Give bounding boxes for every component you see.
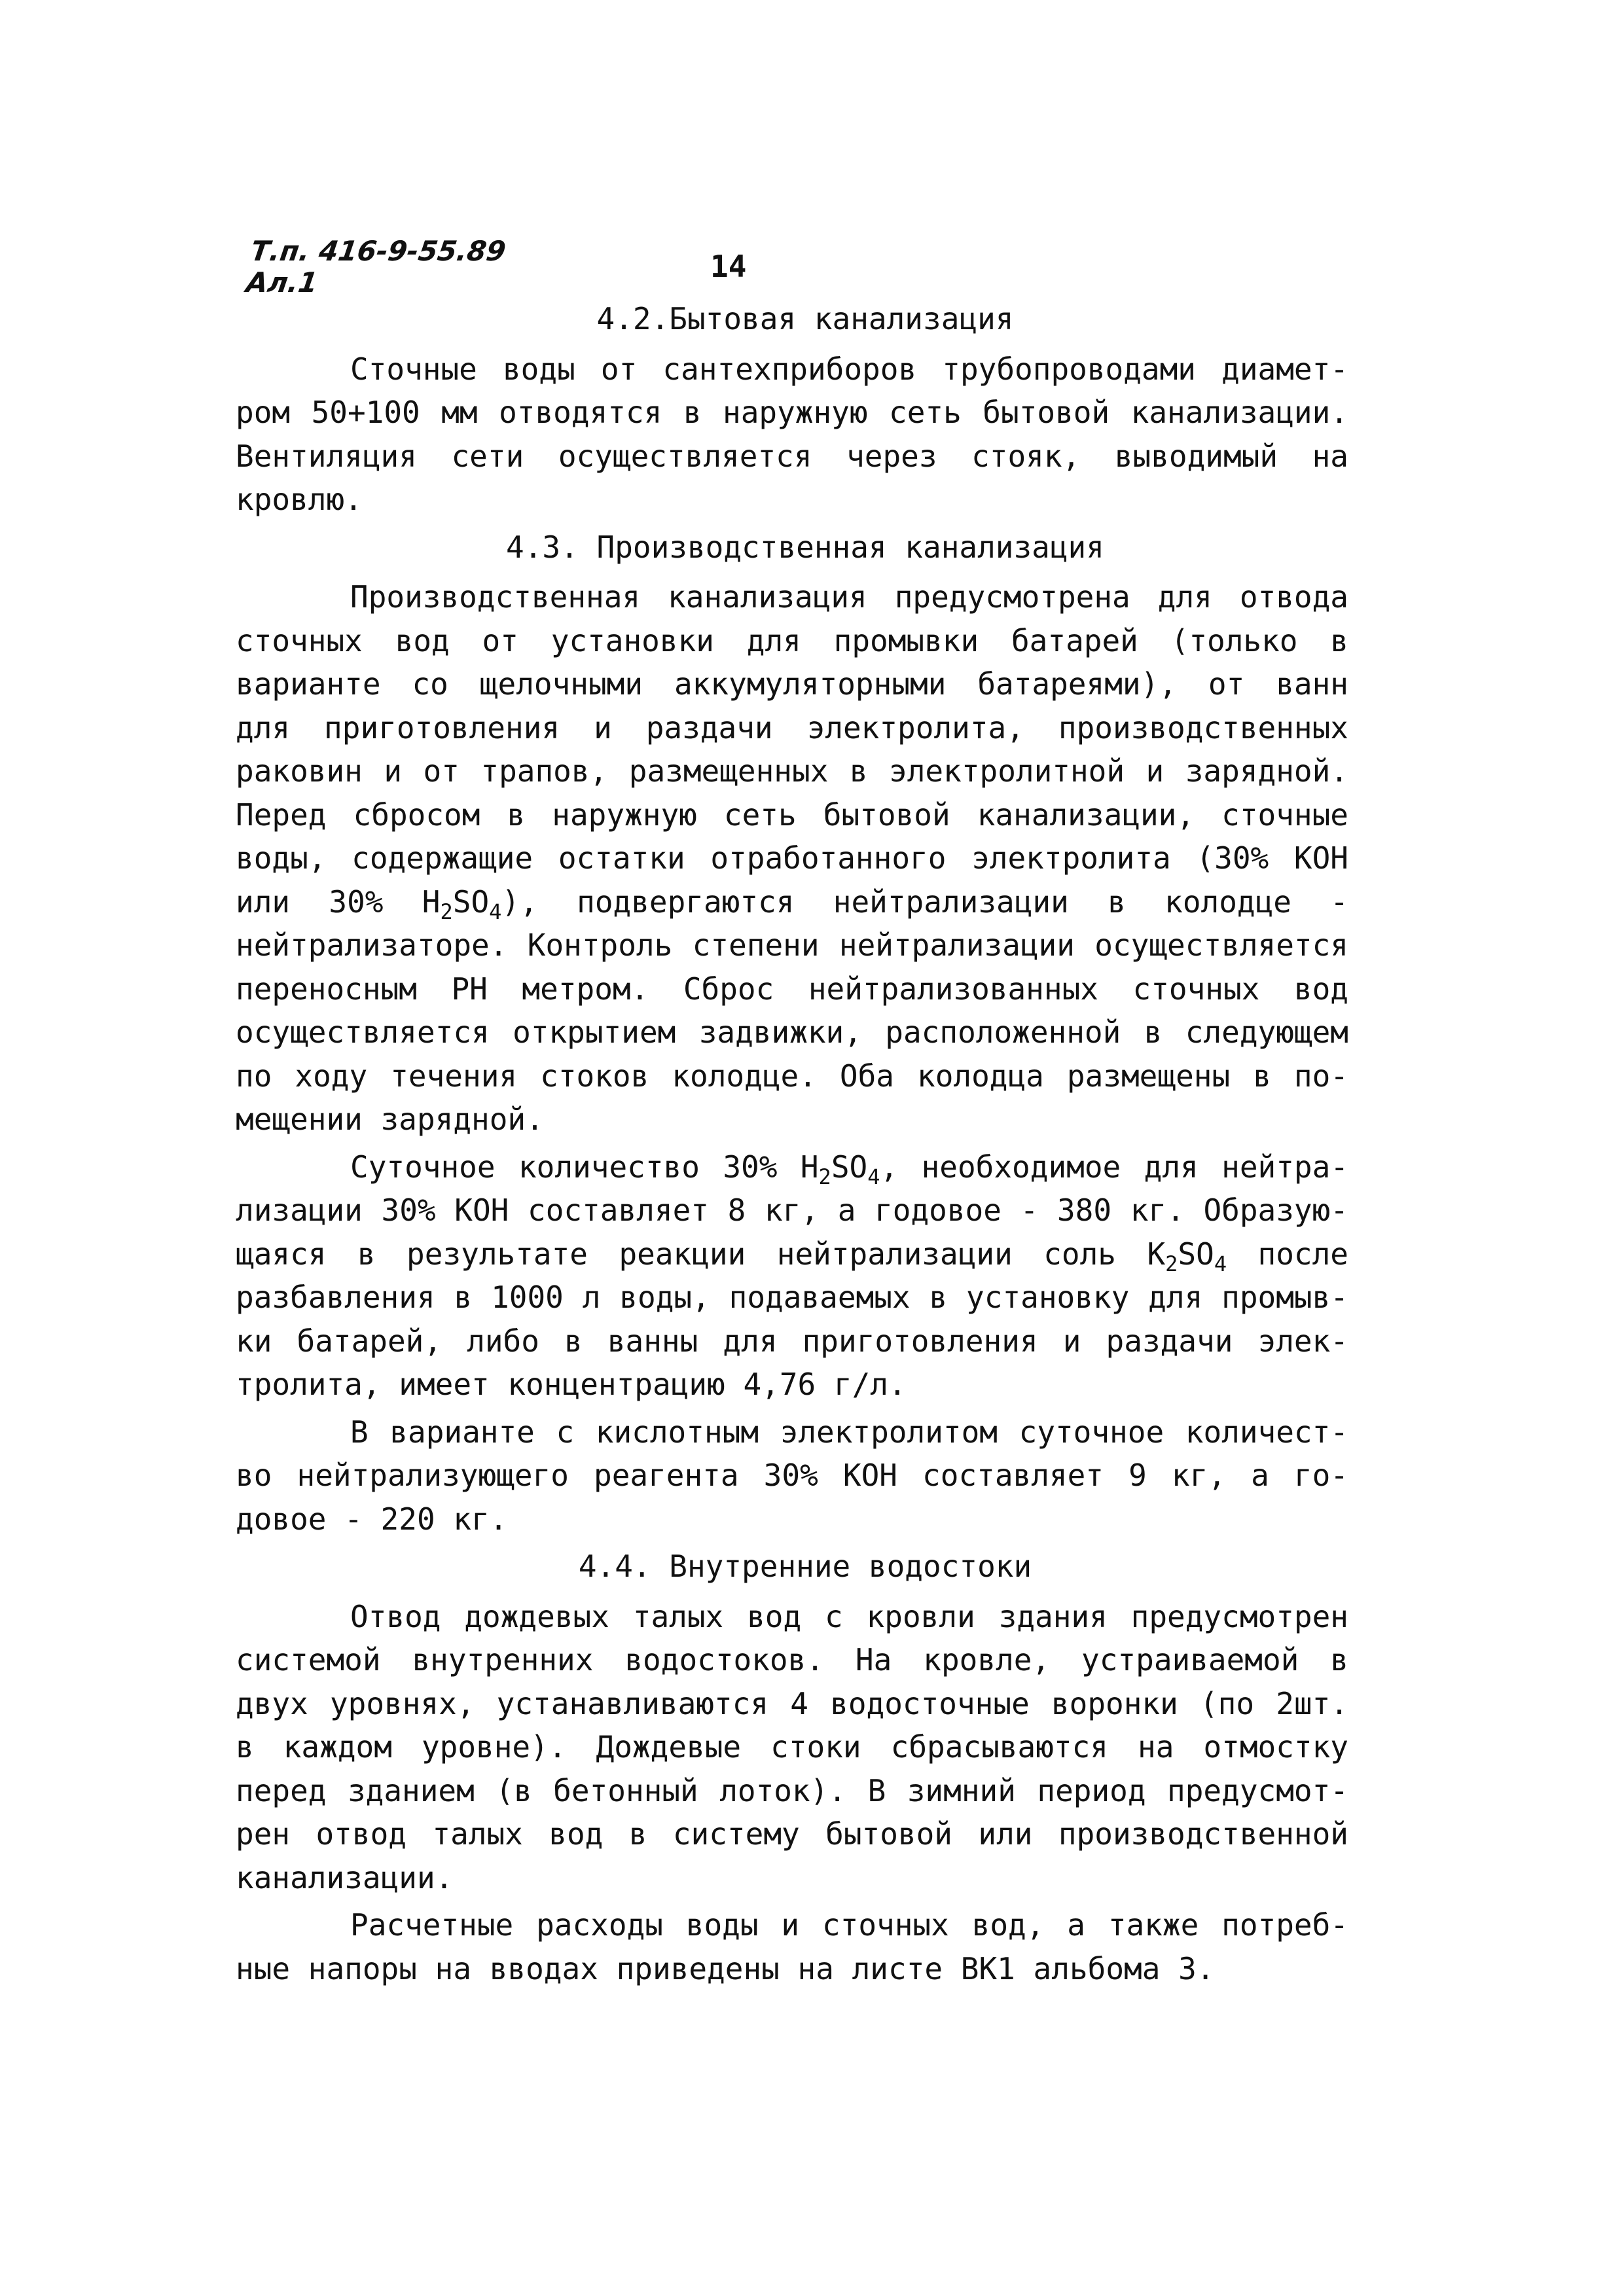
- text-line: ки батарей, либо в ванны для приготовления и раздачи элек-: [236, 1323, 1348, 1359]
- text-line: сточных вод от установки для промывки батарей (только в: [236, 622, 1348, 658]
- text-line: довое - 220 кг.: [236, 1501, 508, 1537]
- section-4-3-heading: 4.3. Производственная канализация: [506, 529, 1104, 565]
- section-4-3-paragraph-1: [236, 575, 1348, 1141]
- text-line: В варианте с кислотным электролитом суточное количест-: [350, 1414, 1348, 1450]
- text-line: Отвод дождевых талых вод с кровли здания предусмотрен: [350, 1598, 1348, 1634]
- stamp-album: Ал.1: [244, 266, 320, 298]
- text-line-formula: Суточное количество 30% $H_2SO_4$, необходимое для нейтра-: [350, 1149, 1349, 1189]
- text-line: двух уровнях, устанавливаются 4 водосточные воронки (по 2шт.: [236, 1685, 1348, 1721]
- text-line: Производственная канализация предусмотрена для отвода: [350, 579, 1348, 615]
- text-line: во нейтрализующего реагента 30% КОН составляет 9 кг, а го-: [236, 1458, 1348, 1493]
- text-line: разбавления в 1000 л воды, подаваемых в установку для промыв-: [236, 1280, 1348, 1315]
- section-4-3-paragraph-2: [236, 1145, 1348, 1407]
- section-4-4-paragraph-1: [236, 1595, 1348, 1900]
- text-line: системой внутренних водостоков. На кровле, устраиваемой в: [236, 1642, 1348, 1677]
- text-line: мещении зарядной.: [236, 1102, 544, 1137]
- page-number: 14: [710, 249, 747, 284]
- text-line: осуществляется открытием задвижки, расположенной в следующем: [236, 1014, 1348, 1050]
- text-line: ные напоры на вводах приведены на листе ВК1 альбома 3.: [236, 1950, 1215, 1986]
- text-line: ром 50+100 мм отводятся в наружную сеть бытовой канализации.: [236, 395, 1348, 430]
- text-line: по ходу течения стоков колодце. Оба колодца размещены в по-: [236, 1058, 1348, 1094]
- text-line: кровлю.: [236, 482, 363, 517]
- text-line: Расчетные расходы воды и сточных вод, а также потреб-: [350, 1907, 1348, 1943]
- section-4-2-paragraph: [236, 348, 1348, 522]
- text-line: раковин и от трапов, размещенных в электролитной и зарядной.: [236, 753, 1348, 789]
- section-4-2-heading: 4.2.Бытовая канализация: [596, 301, 1014, 336]
- text-line: нейтрализаторе. Контроль степени нейтрализации осуществляется: [236, 927, 1348, 963]
- text-line: переносным РН метром. Сброс нейтрализованных сточных вод: [236, 971, 1348, 1007]
- document-stamp: [244, 236, 507, 298]
- text-line: Перед сбросом в наружную сеть бытовой канализации, сточные: [236, 797, 1348, 833]
- text-line: перед зданием (в бетонный лоток). В зимний период предусмот-: [236, 1772, 1348, 1808]
- text-line: воды, содержащие остатки отработанного электролита (30% КОН: [236, 840, 1348, 876]
- section-4-3-paragraph-3: [236, 1410, 1348, 1541]
- document-body: [236, 293, 1348, 1994]
- stamp-code: Т.п. 416-9-55.89: [249, 235, 508, 267]
- text-line: в каждом уровне). Дождевые стоки сбрасываются на отмостку: [236, 1729, 1348, 1765]
- text-line: канализации.: [236, 1859, 454, 1895]
- text-line: Сточные воды от сантехприборов трубопроводами диамет-: [350, 351, 1348, 387]
- text-line-formula: или 30% $H_2SO_4$), подвергаются нейтрализации в колодце -: [236, 884, 1349, 924]
- section-4-4-heading: 4.4. Внутренние водостоки: [578, 1549, 1032, 1584]
- text-line: рен отвод талых вод в систему бытовой или производственной: [236, 1816, 1348, 1852]
- text-line: тролита, имеет концентрацию 4,76 г/л.: [236, 1367, 907, 1402]
- text-line: лизации 30% КОН составляет 8 кг, а годовое - 380 кг. Образую-: [236, 1193, 1348, 1228]
- text-line-formula: щаяся в результате реакции нейтрализации соль $K_2SO_4$ после: [236, 1236, 1348, 1276]
- section-4-4-paragraph-2: [236, 1903, 1348, 1990]
- text-line: варианте со щелочными аккумуляторными батареями), от ванн: [236, 666, 1348, 702]
- text-line: для приготовления и раздачи электролита, производственных: [236, 709, 1348, 745]
- text-line: Вентиляция сети осуществляется через стояк, выводимый на: [236, 438, 1348, 474]
